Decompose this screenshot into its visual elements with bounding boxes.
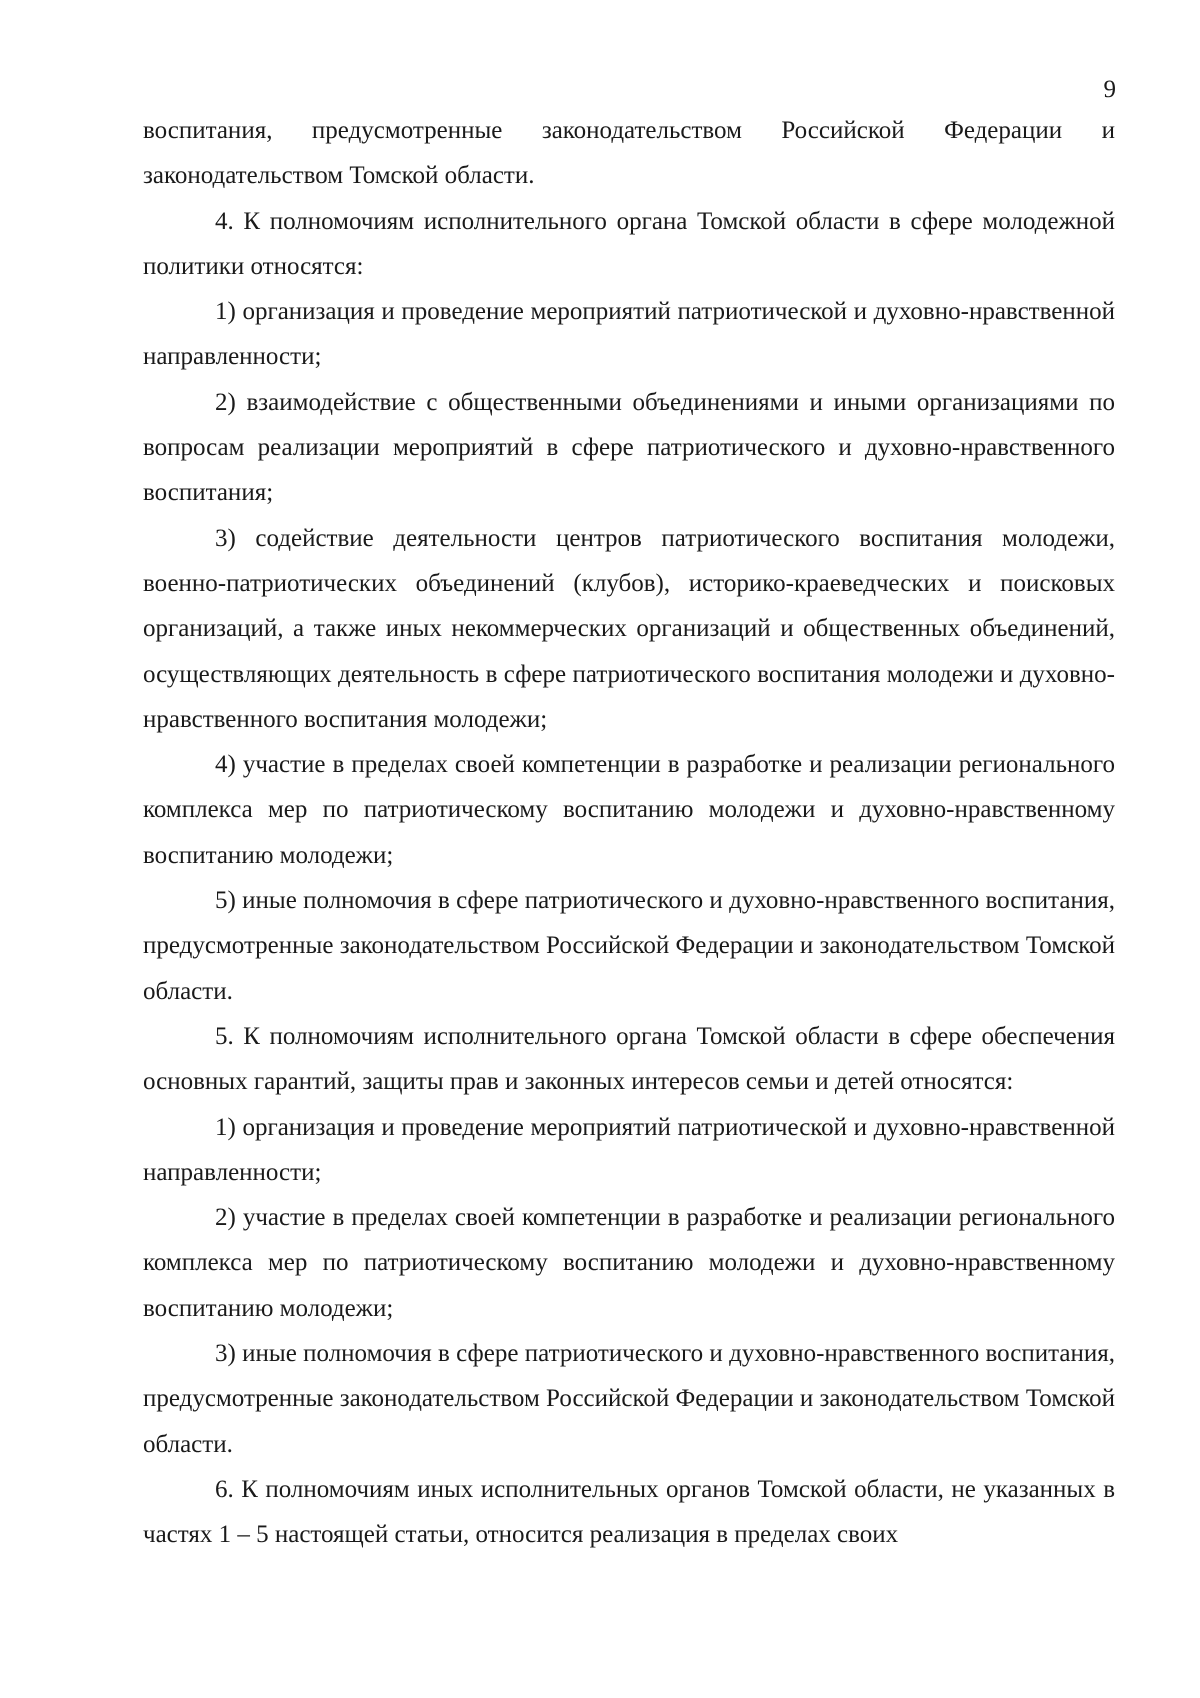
paragraph: 1) организация и проведение мероприятий патриотической и духовно-нравственной направленности; <box>143 298 1115 371</box>
paragraph: 2) участие в пределах своей компетенции в разработке и реализации регионального комплекса мер по патриотическому воспитанию молодежи и духовно-нравственному воспитанию молодежи; <box>143 1204 1115 1322</box>
paragraph: 3) содействие деятельности центров патриотического воспитания молодежи, военно-патриотических объединений (клубов), историко-краеведческих и поисковых организаций, а также иных некоммерческих организаций и общественных объединений, осуществляющих деятельность в сфере патриотического воспитания молодежи и духовно-нравственного воспитания молодежи; <box>143 524 1115 733</box>
paragraph: 6. К полномочиям иных исполнительных органов Томской области, не указанных в частях 1 – 5 настоящей статьи, относится реализация в пределах своих <box>143 1475 1115 1549</box>
paragraph: 5. К полномочиям исполнительного органа Томской области в сфере обеспечения основных гарантий, защиты прав и законных интересов семьи и детей относятся: <box>143 1022 1115 1096</box>
paragraph: воспитания, предусмотренные законодательством Российской Федерации и законодательством Томской области. <box>143 117 1115 190</box>
document-body <box>143 108 1115 1558</box>
page-number: 9 <box>1103 76 1116 103</box>
paragraph: 3) иные полномочия в сфере патриотического и духовно-нравственного воспитания, предусмотренные законодательством Российской Федерации и законодательством Томской области. <box>143 1340 1115 1458</box>
paragraph: 5) иные полномочия в сфере патриотического и духовно-нравственного воспитания, предусмотренные законодательством Российской Федерации и законодательством Томской области. <box>143 887 1115 1005</box>
paragraph: 4. К полномочиям исполнительного органа Томской области в сфере молодежной политики относятся: <box>143 207 1115 280</box>
paragraph: 2) взаимодействие с общественными объединениями и иными организациями по вопросам реализации мероприятий в сфере патриотического и духовно-нравственного воспитания; <box>143 388 1115 507</box>
paragraph: 1) организация и проведение мероприятий патриотической и духовно-нравственной направленности; <box>143 1113 1115 1186</box>
paragraph: 4) участие в пределах своей компетенции в разработке и реализации регионального комплекса мер по патриотическому воспитанию молодежи и духовно-нравственному воспитанию молодежи; <box>143 751 1115 869</box>
